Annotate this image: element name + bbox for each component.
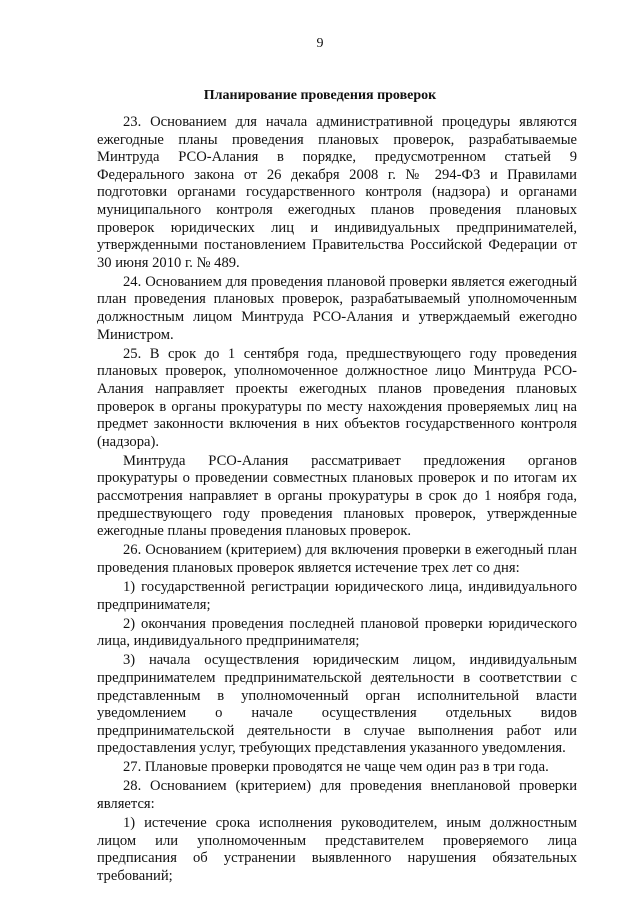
document-body [97,114,577,887]
paragraph-25-continuation: Минтруда РСО-Алания рассматривает предложения органов прокуратуры о проведении совместных плановых проверок и по итогам их рассмотрения направляет в органы прокуратуры в срок до 1 ноября года, предшествующего году проведения плановых проверок, утвержденные ежегодные планы проведения плановых проверок. [97,452,577,540]
page-number: 9 [316,36,324,51]
paragraph-26: 26. Основанием (критерием) для включения проверки в ежегодный план проведения плановых проверок является истечение трех лет со дня: [97,542,577,576]
paragraph-28-item-1: 1) истечение срока исполнения руководителем, иным должностным лицом или уполномоченным представителем проверяемого лица предписания об устранении выявленного нарушения обязательных требований; [97,815,577,884]
paragraph-23: 23. Основанием для начала административной процедуры являются ежегодные планы проведения плановых проверок, разрабатываемые Минтруда РСО-Алания в порядке, предусмотренном статьей 9 Федерального закона от 26 декабря 2008 г. № 294-ФЗ и Правилами подготовки органами государственного контроля (надзора) и органами муниципального контроля ежегодных планов проведения плановых проверок юридических лиц и индивидуальных предпринимателей, утвержденными постановлением Правительства Российской Федерации от 30 июня 2010 г. № 489. [97,114,577,271]
paragraph-26-item-2: 2) окончания проведения последней плановой проверки юридического лица, индивидуального предпринимателя; [97,615,577,650]
section-heading: Планирование проведения проверок [203,88,437,103]
paragraph-28: 28. Основанием (критерием) для проведения внеплановой проверки является: [97,778,577,813]
paragraph-25: 25. В срок до 1 сентября года, предшествующего году проведения плановых проверок, уполномоченное должностное лицо Минтруда РСО-Алания направляет проекты ежегодных планов проведения плановых проверок в органы прокуратуры по месту нахождения проверяемых лиц на предмет законности включения в них объектов государственного контроля (надзора). [97,345,577,450]
paragraph-26-item-1: 1) государственной регистрации юридического лица, индивидуального предпринимателя; [97,578,577,613]
paragraph-24: 24. Основанием для проведения плановой проверки является ежегодный план проведения плановых проверок, разрабатываемый уполномоченным должностным лицом Минтруда РСО-Алания и утверждаемый ежегодно Министром. [97,273,577,343]
paragraph-26-item-3: 3) начала осуществления юридическим лицом, индивидуальным предпринимателем предпринимательской деятельности в соответствии с представленным в уполномоченный орган исполнительной власти уведомлением о начале осуществления отдельных видов предпринимательской деятельности в случае выполнения работ или предоставления услуг, требующих представления указанного уведомления. [97,652,577,757]
paragraph-27: 27. Плановые проверки проводятся не чаще чем один раз в три года. [123,759,549,776]
